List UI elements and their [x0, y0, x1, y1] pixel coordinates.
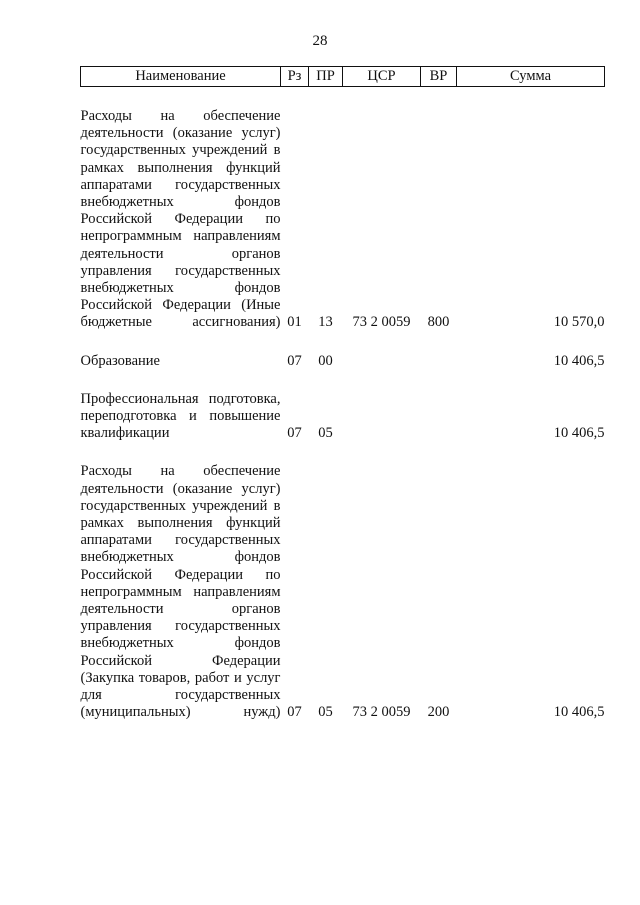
page-number: 28	[312, 33, 328, 49]
header-vr: ВР	[421, 67, 457, 87]
row-sum: 10 406,5	[553, 425, 605, 442]
row-name: Профессиональная подготовка, переподготовка и повышение квалификации	[80, 390, 281, 442]
budget-table	[80, 66, 605, 722]
row-rz: 07	[287, 352, 302, 369]
header-csr: ЦСР	[343, 67, 421, 87]
row-pr: 05	[318, 425, 333, 442]
row-csr	[343, 391, 421, 443]
row-rz: 07	[287, 704, 302, 721]
row-name: Расходы на обеспечение деятельности (оказание услуг) государственных учреждений в рамках выполнения функций аппаратами государственных внебюджетных фондов Российской Федерации по непрограммным направлениям деятельности органов управления государственных внебюджетных фондов Российской Федерации (Иные бюджетные ассигнования)	[80, 108, 281, 331]
table-row	[81, 353, 605, 370]
row-vr: 800	[427, 314, 450, 331]
row-rz: 07	[287, 425, 302, 442]
row-rz: 01	[287, 314, 302, 331]
row-sum: 10 570,0	[553, 314, 605, 331]
row-vr	[421, 391, 457, 443]
row-name: Расходы на обеспечение деятельности (оказание услуг) государственных учреждений в рамках выполнения функций аппаратами государственных внебюджетных фондов Российской Федерации по непрограммным направлениям деятельности органов управления государственных внебюджетных фондов Российской Федерации (Закупка товаров, работ и услуг для государственных (муниципальных) нужд)	[80, 463, 281, 721]
row-vr	[421, 353, 457, 370]
header-sum: Сумма	[457, 67, 605, 87]
row-sum: 10 406,5	[553, 704, 605, 721]
row-pr: 05	[318, 704, 333, 721]
row-csr	[343, 353, 421, 370]
row-csr: 73 2 0059	[352, 704, 411, 721]
row-csr: 73 2 0059	[352, 314, 411, 331]
row-vr: 200	[427, 704, 450, 721]
table-row	[81, 108, 605, 332]
header-name: Наименование	[81, 67, 281, 87]
table-header-row	[81, 67, 605, 87]
row-pr: 00	[318, 352, 333, 369]
table-row	[81, 391, 605, 443]
row-name: Образование	[80, 352, 160, 369]
header-rz: Рз	[281, 67, 309, 87]
header-pr: ПР	[309, 67, 343, 87]
table-row	[81, 463, 605, 721]
row-pr: 13	[318, 314, 333, 331]
row-sum: 10 406,5	[553, 352, 605, 369]
